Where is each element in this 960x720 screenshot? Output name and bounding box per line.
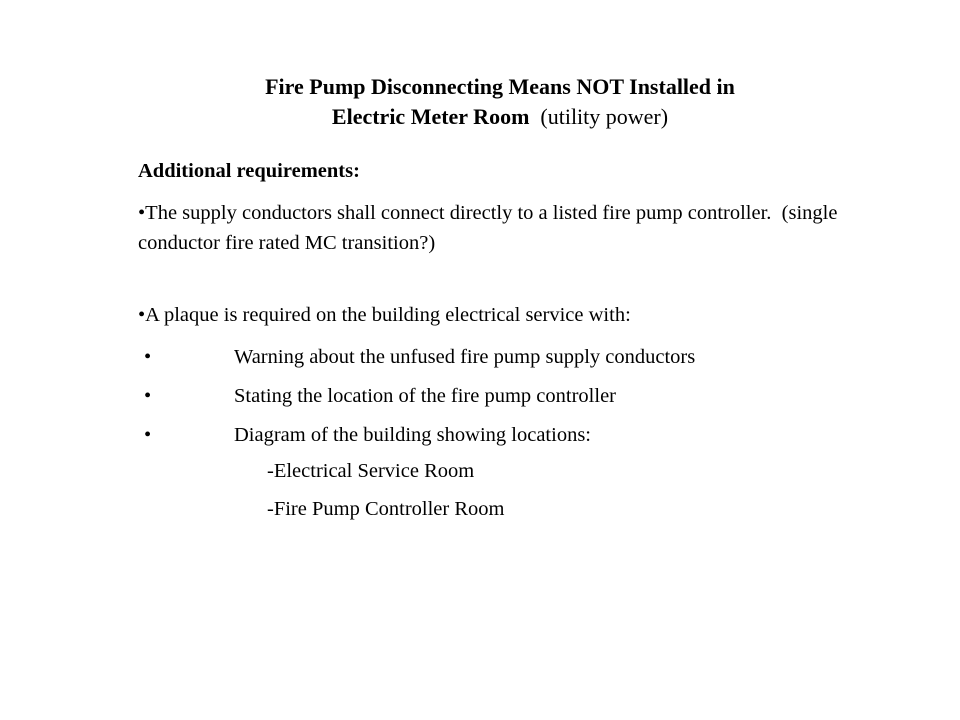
bullet-icon: • bbox=[144, 346, 152, 368]
list-item-text: Diagram of the building showing locations: bbox=[234, 424, 591, 446]
list-item bbox=[144, 420, 591, 450]
plaque-paragraph: •A plaque is required on the building electrical service with: bbox=[138, 304, 631, 326]
list-item bbox=[144, 381, 616, 411]
slide-title bbox=[140, 72, 860, 132]
title-line-2 bbox=[140, 102, 860, 132]
list-item-text: Stating the location of the fire pump controller bbox=[234, 385, 616, 407]
title-line-1: Fire Pump Disconnecting Means NOT Installed in bbox=[265, 74, 735, 99]
bullet-icon: • bbox=[144, 424, 152, 446]
supply-conductors-paragraph: •The supply conductors shall connect directly to a listed fire pump controller. (single conductor fire rated MC transition?) bbox=[138, 202, 843, 254]
list-item bbox=[144, 342, 695, 372]
sub-list-item: -Fire Pump Controller Room bbox=[267, 498, 505, 520]
sub-list-item: -Electrical Service Room bbox=[267, 460, 475, 482]
bullet-icon: • bbox=[144, 385, 152, 407]
title-line-2-plain: (utility power) bbox=[529, 104, 669, 129]
title-line-2-bold: Electric Meter Room bbox=[331, 104, 530, 129]
section-heading: Additional requirements: bbox=[138, 160, 360, 182]
list-item-text: Warning about the unfused fire pump supply conductors bbox=[234, 346, 696, 368]
